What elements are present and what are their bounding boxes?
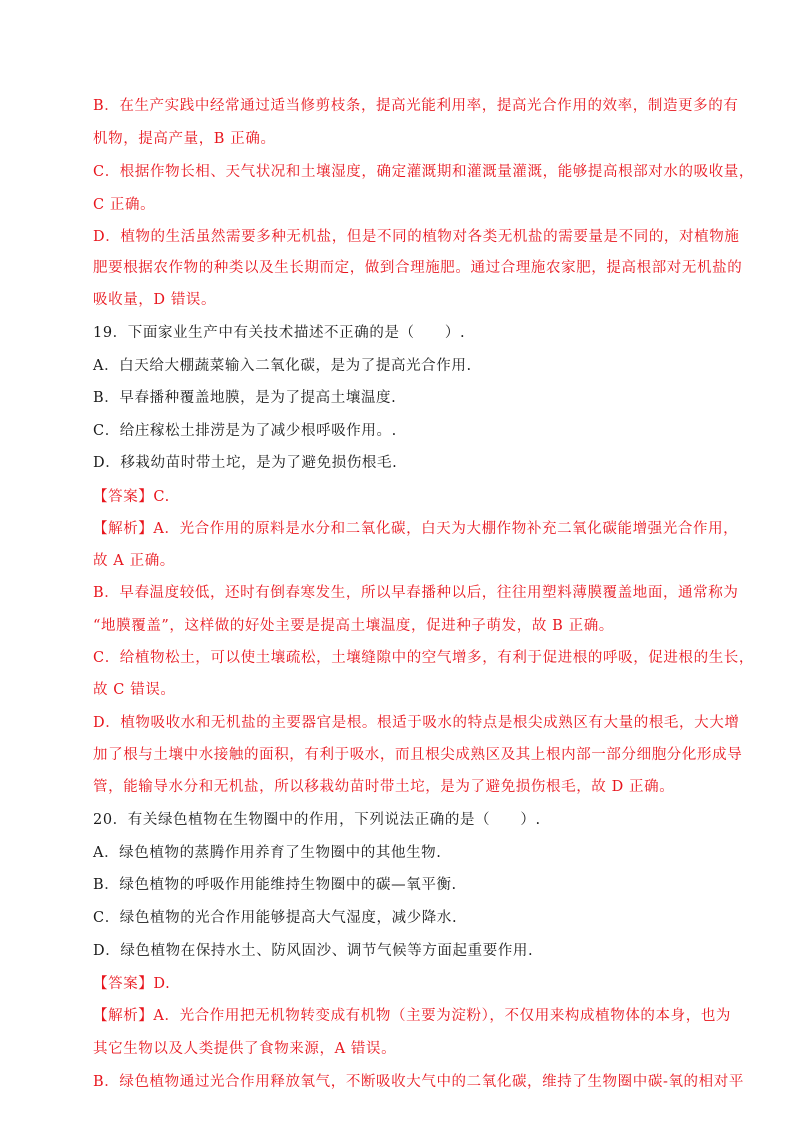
option-a: A．绿色植物的蒸腾作用养育了生物圈中的其他生物. — [93, 845, 442, 861]
option-c: C．给庄稼松土排涝是为了减少根呼吸作用。. — [93, 423, 397, 439]
text-line: B．在生产实践中经常通过适当修剪枝条，提高光能利用率，提高光合作用的效率，制造更多的有 — [93, 98, 739, 114]
option-a: A．白天给大棚蔬菜输入二氧化碳，是为了提高光合作用. — [93, 358, 472, 374]
text-line: 机物，提高产量，B 正确。 — [93, 131, 276, 147]
text-line: D．植物的生活虽然需要多种无机盐，但是不同的植物对各类无机盐的需要量是不同的，对植物施 — [93, 229, 740, 245]
option-b: B．早春播种覆盖地膜，是为了提高土壤温度. — [93, 390, 397, 406]
option-d: D．移栽幼苗时带土坨，是为了避免损伤根毛. — [93, 455, 398, 471]
text-line: 故 A 正确。 — [93, 553, 175, 569]
option-c: C．绿色植物的光合作用能够提高大气湿度，减少降水. — [93, 910, 458, 926]
answer-line: 【答案】C. — [93, 489, 170, 505]
text-line: D．植物吸收水和无机盐的主要器官是根。根适于吸水的特点是根尖成熟区有大量的根毛，大大增 — [93, 715, 740, 731]
option-d: D．绿色植物在保持水土、防风固沙、调节气候等方面起重要作用. — [93, 943, 534, 959]
text-line: 吸收量，D 错误。 — [93, 292, 217, 308]
option-b: B．绿色植物的呼吸作用能维持生物圈中的碳—氧平衡. — [93, 877, 457, 893]
text-line: B．早春温度较低，还时有倒春寒发生，所以早春播种以后，往往用塑料薄膜覆盖地面，通常称为 — [93, 585, 739, 601]
text-line: 加了根与土壤中水接触的面积，有利于吸水，而且根尖成熟区及其上根内部一部分细胞分化形成导 — [93, 747, 743, 763]
text-line: “地膜覆盖”，这样做的好处主要是提高土壤温度，促进种子萌发，故 B 正确。 — [93, 618, 614, 634]
text-line: 肥要根据农作物的种类以及生长期而定，做到合理施肥。通过合理施农家肥，提高根部对无机盐的 — [93, 260, 743, 276]
analysis-line: 【解析】A．光合作用把无机物转变成有机物（主要为淀粉），不仅用来构成植物体的本身，也为 — [93, 1008, 732, 1024]
text-line: C．根据作物长相、天气状况和土壤湿度，确定灌溉期和灌溉量灌溉，能够提高根部对水的吸收量， — [93, 164, 754, 180]
text-line: C．给植物松土，可以使土壤疏松，土壤缝隙中的空气增多，有利于促进根的呼吸，促进根的生长， — [93, 650, 754, 666]
text-line: 其它生物以及人类提供了食物来源，A 错误。 — [93, 1041, 397, 1057]
text-line: 管，能输导水分和无机盐，所以移栽幼苗时带土坨，是为了避免损伤根毛，故 D 正确。 — [93, 779, 675, 795]
text-line: C 正确。 — [93, 197, 156, 213]
text-line: 故 C 错误。 — [93, 682, 176, 698]
question-stem: 19．下面家业生产中有关技术描述不正确的是（ ）. — [93, 325, 466, 341]
text-line: B．绿色植物通过光合作用释放氧气，不断吸收大气中的二氧化碳，维持了生物圈中碳-氧的相对平 — [93, 1074, 744, 1090]
analysis-line: 【解析】A．光合作用的原料是水分和二氧化碳，白天为大棚作物补充二氧化碳能增强光合作用， — [93, 521, 739, 537]
question-stem: 20．有关绿色植物在生物圈中的作用，下列说法正确的是（ ）. — [93, 812, 541, 828]
answer-line: 【答案】D. — [93, 976, 171, 992]
